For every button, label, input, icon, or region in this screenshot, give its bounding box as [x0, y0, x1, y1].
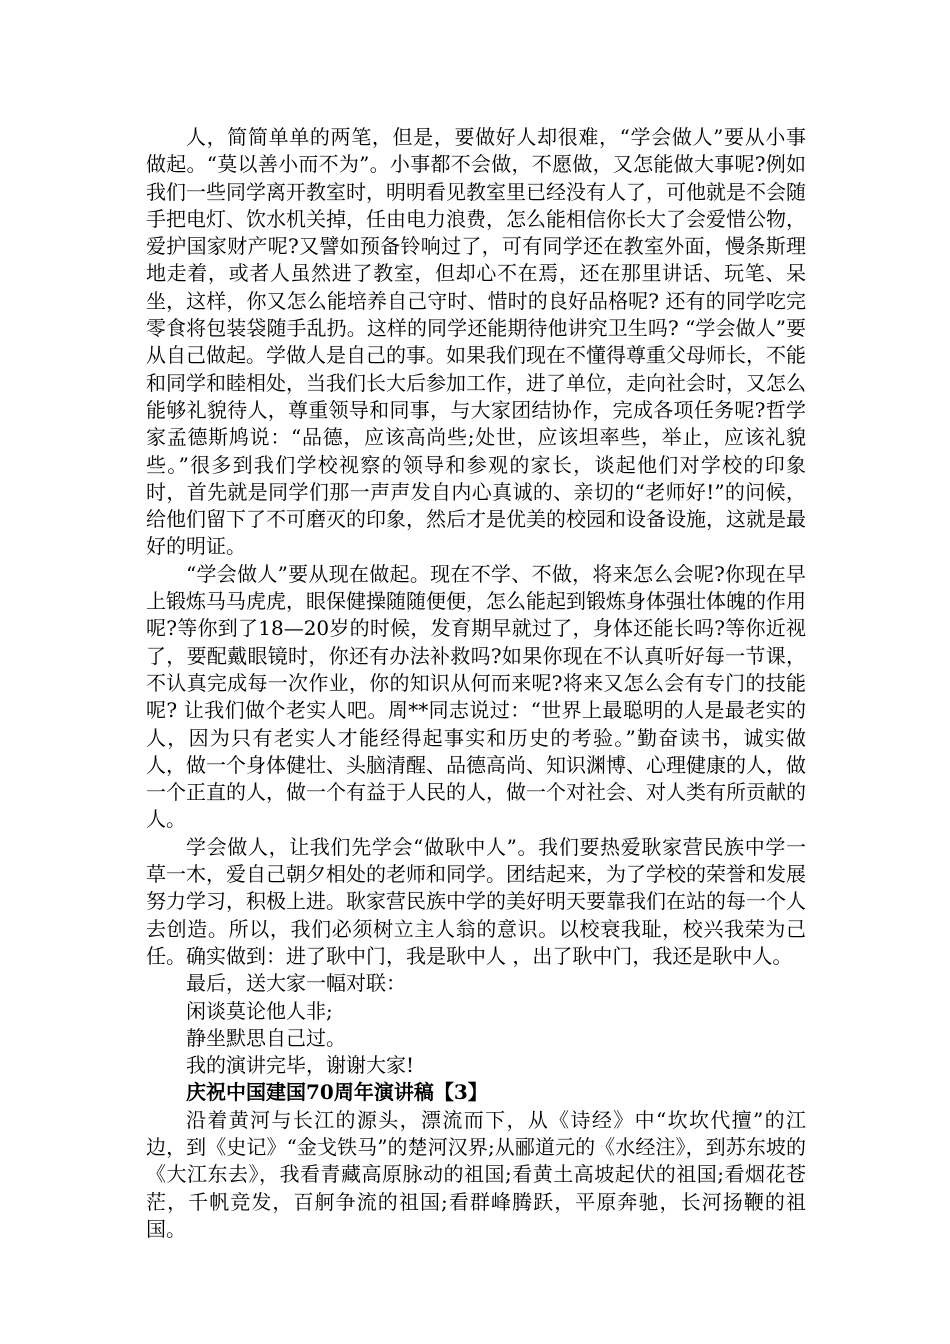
closing-line: 最后，送大家一幅对联： [186, 971, 406, 996]
section-heading: 庆祝中国建国70周年演讲稿【3】 [186, 1080, 488, 1105]
thanks-line: 我的演讲完毕，谢谢大家! [186, 1053, 415, 1078]
body-paragraph-3: 学会做人，让我们先学会“做耿中人”。我们要热爱耿家营民族中学一草一木，爱自己朝夕相处的老师和同学。团结起来，为了学校的荣誉和发展努力学习，积极上进。耿家营民族中学的美好明天要靠我们在站的每一个人去创造。所以，我们必须树立主人翁的意识。以校衰我耻，校兴我荣为己任。确实做到：进了耿中门，我是耿中人 ，出了耿中门，我还是耿中人。 [146, 834, 806, 968]
body-paragraph-2: “学会做人”要从现在做起。现在不学、不做，将来怎么会呢?你现在早上锻炼马马虎虎，眼保健操随随便便，怎么能起到锻炼身体强壮体魄的作用呢?等你到了18—20岁的时候，发育期早就过了，身体还能长吗?等你近视了，要配戴眼镜时，你还有办法补救吗?如果你现在不认真听好每一节课，不认真完成每一次作业，你的知识从何而来呢?将来又怎么会有专门的技能呢? 让我们做个老实人吧。周**同志说过：“世界上最聪明的人是最老实的人，因为只有老实人才能经得起事实和历史的考验。”勤奋读书，诚实做人，做一个身体健壮、头脑清醒、品德高尚、知识渊博、心理健康的人，做一个正直的人，做一个有益于人民的人，做一个对社会、对人类有所贡献的人。 [146, 561, 806, 832]
document-body [146, 124, 806, 1243]
couplet-line-2: 静坐默思自己过。 [186, 1025, 346, 1050]
body-paragraph-1: 人，简简单单的两笔，但是，要做好人却很难，“学会做人”要从小事做起。“莫以善小而不为”。小事都不会做，不愿做，又怎能做大事呢?例如我们一些同学离开教室时，明明看见教室里已经没有人了，可他就是不会随手把电灯、饮水机关掉，任由电力浪费，怎么能相信你长大了会爱惜公物，爱护国家财产呢?又譬如预备铃响过了，可有同学还在教室外面，慢条斯理地走着，或者人虽然进了教室，但却心不在焉，还在那里讲话、玩笔、呆坐，这样，你又怎么能培养自己守时、惜时的良好品格呢? 还有的同学吃完零食将包装袋随手乱扔。这样的同学还能期待他讲究卫生吗? “学会做人”要从自己做起。学做人是自己的事。如果我们现在不懂得尊重父母师长，不能和同学和睦相处，当我们长大后参加工作，进了单位，走向社会时，又怎么能够礼貌待人，尊重领导和同事，与大家团结协作，完成各项任务呢?哲学家孟德斯鸠说：“品德，应该高尚些;处世，应该坦率些，举止，应该礼貌些。”很多到我们学校视察的领导和参观的家长，谈起他们对学校的印象时，首先就是同学们那一声声发自内心真诚的、亲切的“老师好!”的问候，给他们留下了不可磨灭的印象，然后才是优美的校园和设备设施，这就是最好的明证。 [146, 125, 806, 559]
couplet-line-1: 闲谈莫论他人非; [186, 998, 333, 1023]
final-paragraph: 沿着黄河与长江的源头，漂流而下，从《诗经》中“坎坎代擅”的江边，到《史记》“金戈铁马”的楚河汉界;从郦道元的《水经注》，到苏东坡的《大江东去》，我看青藏高原脉动的祖国;看黄土高坡起伏的祖国;看烟花苍茫，千帆竞发，百舸争流的祖国;看群峰腾跃，平原奔驰，长河扬鞭的祖国。 [146, 1107, 806, 1241]
